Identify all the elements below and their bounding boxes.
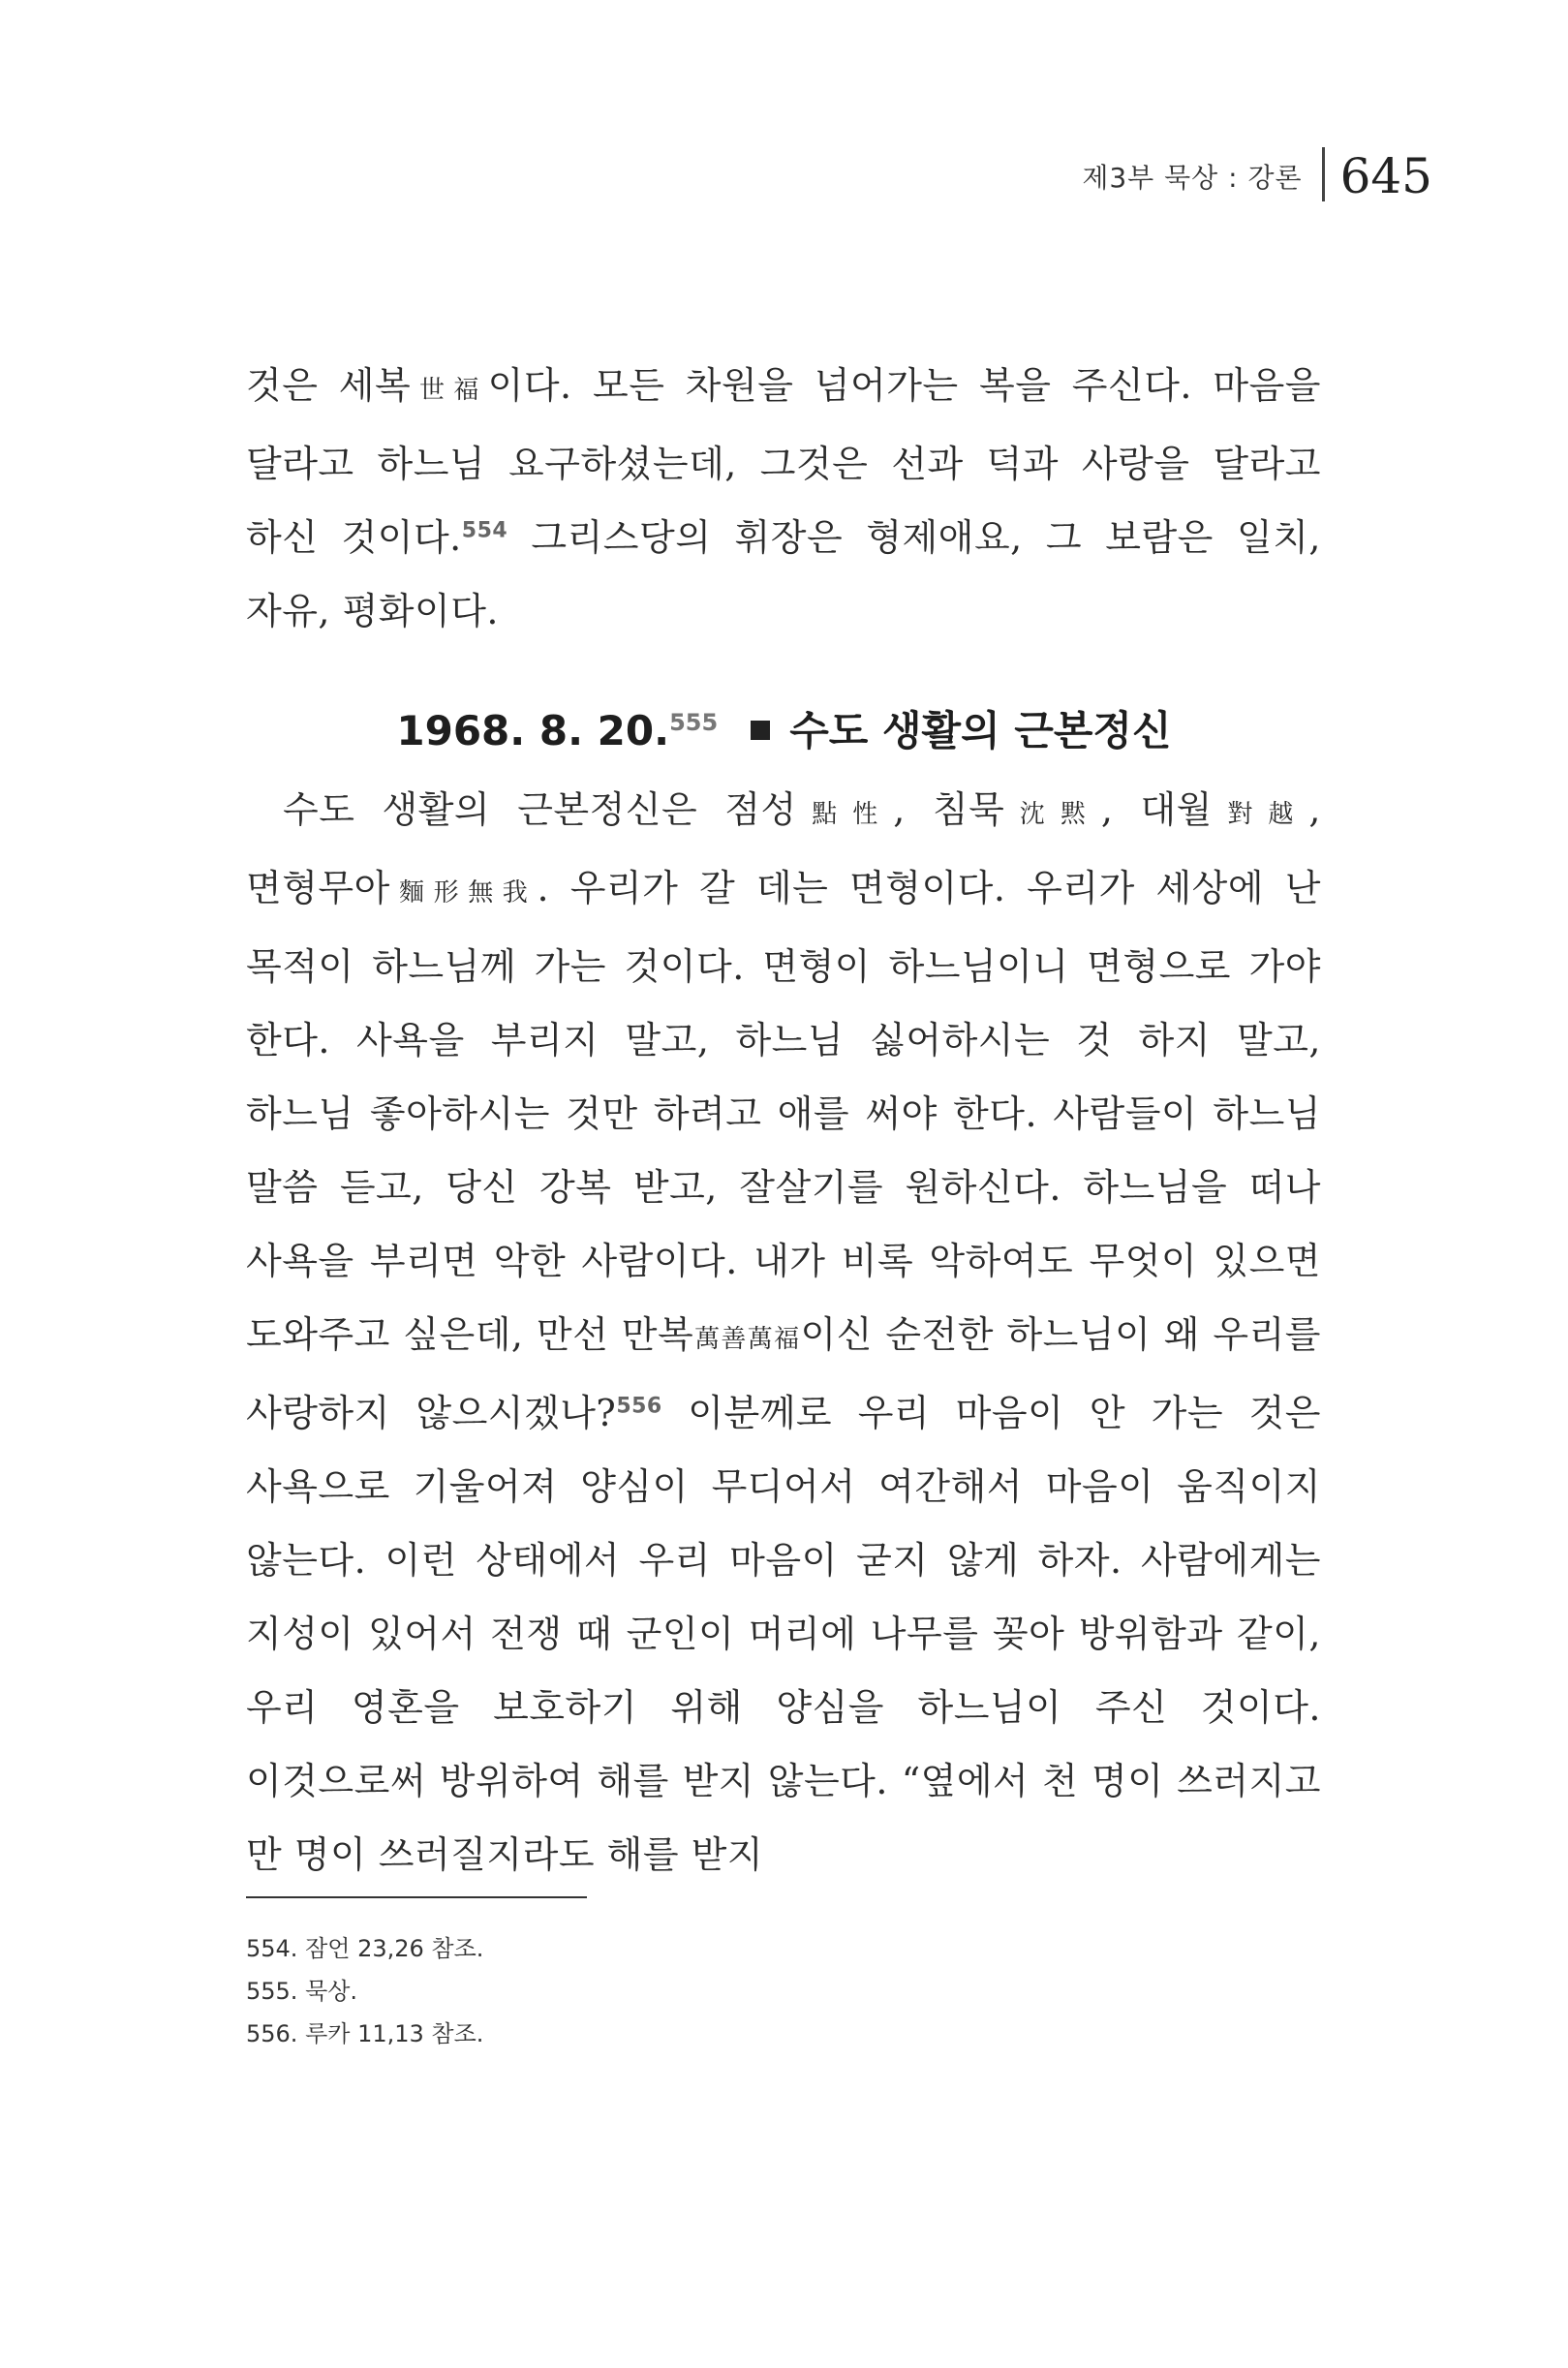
hanja-gloss: 點性 [796, 800, 894, 829]
footnote-ref-554[interactable]: 554 [461, 518, 508, 543]
running-header [1082, 145, 1432, 203]
header-divider [1322, 147, 1325, 201]
footnote-divider [246, 1896, 587, 1898]
body-paragraph-2 [246, 773, 1321, 1891]
text-run: 이신 순전한 하느님이 왜 우리를 사랑하지 않으시겠나? [246, 1313, 1321, 1434]
hanja-gloss: 麵形無我 [389, 878, 538, 907]
text-run: 이분께로 우리 마음이 안 가는 것은 사욕으로 기울어져 양심이 무디어서 여간해서 마음이 움직이지 않는다. 이런 상태에서 우리 마음이 굳지 않게 하자. 사람에게는 지성이 있어서 전쟁 때 군인이 머리에 나무를 꽂아 방위함과 같이, 우리 영혼을 보호하기 위해 양심을 하느님이 주신 것이다. 이것으로써 방위하여 해를 받지 않는다. “옆에서 천 명이 쓰러지고 만 명이 쓰러질지라도 해를 받지 [246, 1392, 1322, 1876]
footnote-554: 554. 잠언 23,26 참조. [246, 1935, 484, 1962]
section-heading [0, 697, 1568, 765]
heading-title: 수도 생활의 근본정신 [789, 707, 1172, 754]
hanja-gloss: 萬善萬福 [693, 1325, 801, 1354]
text-run: 그리스당의 휘장은 형제애요, 그 보람은 일치, 자유, 평화이다. [246, 516, 1321, 632]
text-run: , 대월 [1100, 788, 1213, 831]
page-number: 645 [1339, 148, 1432, 204]
text-run: 이다. 모든 차원을 넘어가는 복을 주신다. 마음을 달라고 하느님 요구하셨는데, 그것은 선과 덕과 사랑을 달라고 하신 것이다. [246, 364, 1321, 559]
hanja-gloss: 對越 [1212, 800, 1309, 829]
hanja-gloss: 世福 [411, 376, 488, 405]
footnote-555: 555. 묵상. [246, 1978, 358, 2005]
body-paragraph-1 [246, 349, 1321, 648]
hanja-gloss: 沈黙 [1004, 800, 1101, 829]
footnote-ref-555[interactable]: 555 [669, 709, 719, 736]
running-title: 제3부 묵상 : 강론 [1082, 162, 1303, 194]
footnote-556: 556. 루카 11,13 참조. [246, 2020, 484, 2047]
text-run: 수도 생활의 근본정신은 점성 [283, 788, 797, 831]
footnotes [246, 1927, 483, 2055]
text-run: 것은 세복 [246, 364, 412, 407]
heading-date: 1968. 8. 20. [396, 707, 670, 754]
paragraph-text [246, 773, 1321, 1891]
square-bullet-icon [751, 721, 770, 740]
text-run: , 면형무아 [246, 788, 1321, 909]
text-run: . 우리가 갈 데는 면형이다. 우리가 세상에 난 목적이 하느님께 가는 것이다. 면형이 하느님이니 면형으로 가야 한다. 사욕을 부리지 말고, 하느님 싫어하시는 것 하지 말고, 하느님 좋아하시는 것만 하려고 애를 써야 한다. 사람들이 하느님 말씀 듣고, 당신 강복 받고, 잘살기를 원하신다. 하느님을 떠나 사욕을 부리면 악한 사람이다. 내가 비록 악하여도 무엇이 있으면 도와주고 싶은데, 만선 만복 [246, 867, 1321, 1356]
paragraph-text [246, 349, 1321, 648]
footnote-ref-556[interactable]: 556 [616, 1394, 662, 1419]
text-run: , 침묵 [893, 788, 1005, 831]
